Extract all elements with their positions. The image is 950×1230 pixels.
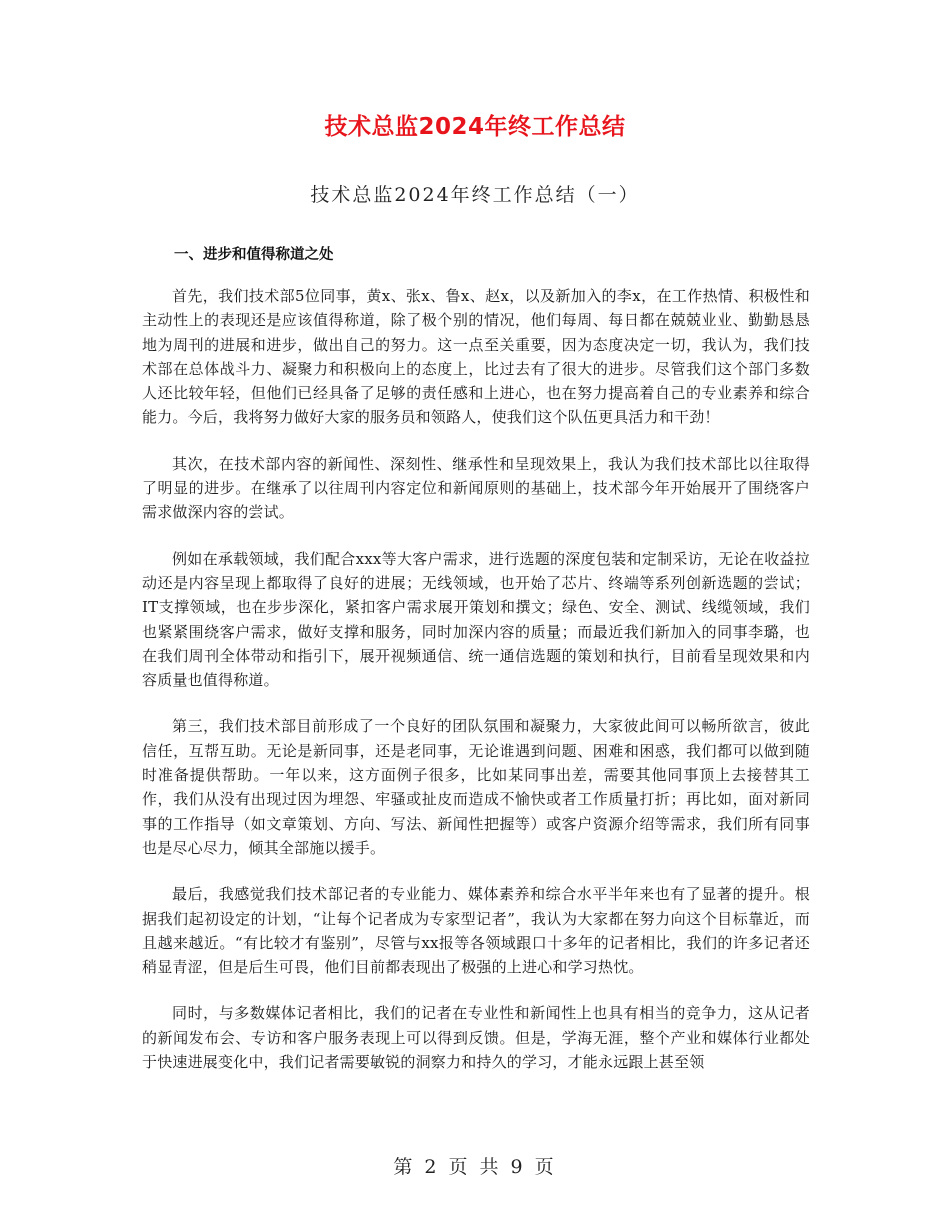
paragraph-4: 第三，我们技术部目前形成了一个良好的团队氛围和凝聚力，大家彼此间可以畅所欲言，彼此信任，互帮互助。无论是新同事，还是老同事，无论谁遇到问题、困难和困惑，我们都可以做到随时准备提供帮助。一年以来，这方面例子很多，比如某同事出差，需要其他同事顶上去接替其工作，我们从没有出现过因为埋怨、牢骚或扯皮而造成不愉快或者工作质量打折；再比如，面对新同事的工作指导（如文章策划、方向、写法、新闻性把握等）或客户资源介绍等需求，我们所有同事也是尽心尽力，倾其全部施以援手。 — [142, 717, 810, 857]
page-footer: 第 2 页 共 9 页 — [393, 1156, 557, 1178]
document-subtitle: 技术总监2024年终工作总结（一） — [310, 184, 640, 206]
paragraph-1: 首先，我们技术部5位同事，黄x、张x、鲁x、赵x，以及新加入的李x，在工作热情、积极性和主动性上的表现还是应该值得称道，除了极个别的情况，他们每周、每日都在兢兢业业、勤勤恳恳地为周刊的进展和进步，做出自己的努力。这一点至关重要，因为态度决定一切，我认为，我们技术部在总体战斗力、凝聚力和积极向上的态度上，比过去有了很大的进步。尽管我们这个部门多数人还比较年轻，但他们已经具备了足够的责任感和上进心，也在努力提高着自己的专业素养和综合能力。今后，我将努力做好大家的服务员和领路人，使我们这个队伍更具活力和干劲！ — [142, 287, 810, 427]
paragraph-2: 其次，在技术部内容的新闻性、深刻性、继承性和呈现效果上，我认为我们技术部比以往取得了明显的进步。在继承了以往周刊内容定位和新闻原则的基础上，技术部今年开始展开了围绕客户需求做深内容的尝试。 — [142, 454, 810, 522]
paragraph-6: 同时，与多数媒体记者相比，我们的记者在专业性和新闻性上也具有相当的竞争力，这从记者的新闻发布会、专访和客户服务表现上可以得到反馈。但是，学海无涯，整个产业和媒体行业都处于快速进展变化中，我们记者需要敏锐的洞察力和持久的学习，才能永远跟上甚至领 — [142, 1004, 810, 1072]
document-title: 技术总监2024年终工作总结 — [324, 114, 626, 140]
paragraph-3: 例如在承载领域，我们配合xxx等大客户需求，进行选题的深度包装和定制采访，无论在收益拉动还是内容呈现上都取得了良好的进展；无线领域，也开始了芯片、终端等系列创新选题的尝试；IT支撑领域，也在步步深化，紧扣客户需求展开策划和撰文；绿色、安全、测试、线缆领域，我们也紧紧围绕客户需求，做好支撑和服务，同时加深内容的质量；而最近我们新加入的同事李璐，也在我们周刊全体带动和指引下，展开视频通信、统一通信选题的策划和执行，目前看呈现效果和内容质量也值得称道。 — [142, 549, 810, 690]
document-body — [142, 284, 810, 1096]
paragraph-5: 最后，我感觉我们技术部记者的专业能力、媒体素养和综合水平半年来也有了显著的提升。根据我们起初设定的计划，“让每个记者成为专家型记者”，我认为大家都在努力向这个目标靠近，而且越来越近。“有比较才有鉴别”，尽管与xx报等各领域跟口十多年的记者相比，我们的许多记者还稍显青涩，但是后生可畏，他们目前都表现出了极强的上进心和学习热忱。 — [142, 885, 810, 977]
section-heading: 一、进步和值得称道之处 — [174, 247, 334, 263]
